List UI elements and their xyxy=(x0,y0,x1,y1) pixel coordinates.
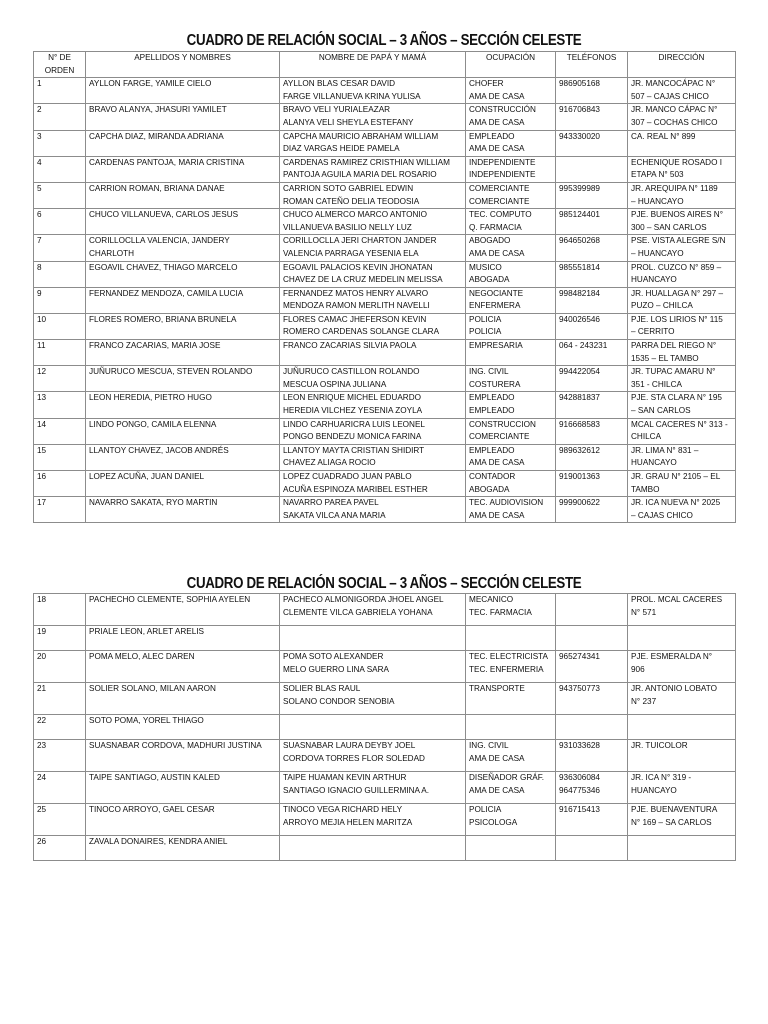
phone-cell: 943330020 xyxy=(556,130,628,156)
student-name-cell: AYLLON FARGE, YAMILE CIELO xyxy=(86,78,280,104)
phone-cell: 965274341 xyxy=(556,651,628,683)
table-row xyxy=(34,651,736,683)
occupation-cell: CONSTRUCCION COMERCIANTE xyxy=(466,418,556,444)
occupation-cell: MECANICO TEC. FARMACIA xyxy=(466,594,556,626)
order-cell: 18 xyxy=(34,594,86,626)
student-name-cell: NAVARRO SAKATA, RYO MARTIN xyxy=(86,497,280,523)
header-direccion: DIRECCIÓN xyxy=(628,52,736,78)
phone-cell xyxy=(556,594,628,626)
table-row xyxy=(34,235,736,261)
address-cell: JR. TUPAC AMARU N° 351 - CHILCA xyxy=(628,366,736,392)
occupation-cell: TEC. AUDIOVISION AMA DE CASA xyxy=(466,497,556,523)
address-cell xyxy=(628,626,736,651)
address-cell: JR. MANCO CÁPAC N° 307 – COCHAS CHICO xyxy=(628,104,736,130)
parents-cell xyxy=(280,715,466,740)
phone-cell: 986905168 xyxy=(556,78,628,104)
occupation-cell xyxy=(466,715,556,740)
table-row xyxy=(34,313,736,339)
parents-cell: SOLIER BLAS RAUL SOLANO CONDOR SENOBIA xyxy=(280,683,466,715)
table-row xyxy=(34,444,736,470)
student-name-cell: ZAVALA DONAIRES, KENDRA ANIEL xyxy=(86,836,280,861)
address-cell: JR. ICA NUEVA N° 2025 – CAJAS CHICO xyxy=(628,497,736,523)
occupation-cell: TEC. ELECTRICISTA TEC. ENFERMERIA xyxy=(466,651,556,683)
order-cell: 26 xyxy=(34,836,86,861)
table-row xyxy=(34,804,736,836)
occupation-cell: CONTADOR ABOGADA xyxy=(466,471,556,497)
address-cell xyxy=(628,715,736,740)
phone-cell: 936306084 964775346 xyxy=(556,772,628,804)
address-cell: PJE. ESMERALDA N° 906 xyxy=(628,651,736,683)
occupation-cell xyxy=(466,626,556,651)
occupation-cell: TRANSPORTE xyxy=(466,683,556,715)
table-row xyxy=(34,626,736,651)
order-cell: 8 xyxy=(34,261,86,287)
address-cell: PJE. LOS LIRIOS N° 115 – CERRITO xyxy=(628,313,736,339)
student-name-cell: TAIPE SANTIAGO, AUSTIN KALED xyxy=(86,772,280,804)
phone-cell: 994422054 xyxy=(556,366,628,392)
table-row xyxy=(34,287,736,313)
parents-cell: BRAVO VELI YURIALEAZAR ALANYA VELI SHEYLA ESTEFANY xyxy=(280,104,466,130)
phone-cell: 064 - 243231 xyxy=(556,340,628,366)
occupation-cell: ING. CIVIL AMA DE CASA xyxy=(466,740,556,772)
roster-body-2 xyxy=(34,594,736,861)
phone-cell xyxy=(556,156,628,182)
order-cell: 24 xyxy=(34,772,86,804)
header-telefonos: TELÉFONOS xyxy=(556,52,628,78)
student-name-cell: SUASNABAR CORDOVA, MADHURI JUSTINA xyxy=(86,740,280,772)
header-orden: N° DE ORDEN xyxy=(34,52,86,78)
parents-cell: TINOCO VEGA RICHARD HELY ARROYO MEJIA HELEN MARITZA xyxy=(280,804,466,836)
table-row xyxy=(34,471,736,497)
student-name-cell: LLANTOY CHAVEZ, JACOB ANDRÉS xyxy=(86,444,280,470)
order-cell: 16 xyxy=(34,471,86,497)
phone-cell: 985124401 xyxy=(556,209,628,235)
student-name-cell: CARDENAS PANTOJA, MARIA CRISTINA xyxy=(86,156,280,182)
roster-body-1 xyxy=(34,78,736,523)
parents-cell: FRANCO ZACARIAS SILVIA PAOLA xyxy=(280,340,466,366)
phone-cell: 964650268 xyxy=(556,235,628,261)
address-cell xyxy=(628,836,736,861)
phone-cell: 999900622 xyxy=(556,497,628,523)
table-row xyxy=(34,715,736,740)
parents-cell: SUASNABAR LAURA DEYBY JOEL CORDOVA TORRES FLOR SOLEDAD xyxy=(280,740,466,772)
address-cell: JR. GRAU N° 2105 – EL TAMBO xyxy=(628,471,736,497)
order-cell: 6 xyxy=(34,209,86,235)
student-name-cell: PRIALE LEON, ARLET ARELIS xyxy=(86,626,280,651)
address-cell: CA. REAL N° 899 xyxy=(628,130,736,156)
occupation-cell: EMPLEADO AMA DE CASA xyxy=(466,130,556,156)
phone-cell: 916715413 xyxy=(556,804,628,836)
order-cell: 21 xyxy=(34,683,86,715)
table-row xyxy=(34,104,736,130)
table-row xyxy=(34,182,736,208)
table-row xyxy=(34,392,736,418)
phone-cell: 916706843 xyxy=(556,104,628,130)
order-cell: 20 xyxy=(34,651,86,683)
phone-cell: 942881837 xyxy=(556,392,628,418)
student-name-cell: FRANCO ZACARIAS, MARIA JOSE xyxy=(86,340,280,366)
occupation-cell xyxy=(466,836,556,861)
header-ocupacion: OCUPACIÓN xyxy=(466,52,556,78)
occupation-cell: EMPLEADO EMPLEADO xyxy=(466,392,556,418)
address-cell: JR. LIMA N° 831 – HUANCAYO xyxy=(628,444,736,470)
student-name-cell: CORILLOCLLA VALENCIA, JANDERY CHARLOTH xyxy=(86,235,280,261)
roster-table-2 xyxy=(33,593,736,861)
phone-cell: 931033628 xyxy=(556,740,628,772)
student-name-cell: FLORES ROMERO, BRIANA BRUNELA xyxy=(86,313,280,339)
phone-cell: 919001363 xyxy=(556,471,628,497)
parents-cell: LINDO CARHUARICRA LUIS LEONEL PONGO BENDEZU MONICA FARINA xyxy=(280,418,466,444)
address-cell: PROL. MCAL CACERES N° 571 xyxy=(628,594,736,626)
order-cell: 4 xyxy=(34,156,86,182)
parents-cell: PACHECO ALMONIGORDA JHOEL ANGEL CLEMENTE VILCA GABRIELA YOHANA xyxy=(280,594,466,626)
occupation-cell: ING. CIVIL COSTURERA xyxy=(466,366,556,392)
occupation-cell: CONSTRUCCIÓN AMA DE CASA xyxy=(466,104,556,130)
order-cell: 19 xyxy=(34,626,86,651)
student-name-cell: SOLIER SOLANO, MILAN AARON xyxy=(86,683,280,715)
parents-cell: NAVARRO PAREA PAVEL SAKATA VILCA ANA MARIA xyxy=(280,497,466,523)
parents-cell: LLANTOY MAYTA CRISTIAN SHIDIRT CHAVEZ ALIAGA ROCIO xyxy=(280,444,466,470)
table-row xyxy=(34,340,736,366)
order-cell: 9 xyxy=(34,287,86,313)
parents-cell: CARRION SOTO GABRIEL EDWIN ROMAN CATEÑO DELIA TEODOSIA xyxy=(280,182,466,208)
address-cell: JR. AREQUIPA N° 1189 – HUANCAYO xyxy=(628,182,736,208)
address-cell: PROL. CUZCO N° 859 – HUANCAYO xyxy=(628,261,736,287)
table-row xyxy=(34,156,736,182)
parents-cell: LOPEZ CUADRADO JUAN PABLO ACUÑA ESPINOZA MARIBEL ESTHER xyxy=(280,471,466,497)
table-row xyxy=(34,78,736,104)
phone-cell: 985551814 xyxy=(556,261,628,287)
student-name-cell: CARRION ROMAN, BRIANA DANAE xyxy=(86,182,280,208)
parents-cell: FLORES CAMAC JHEFERSON KEVIN ROMERO CARDENAS SOLANGE CLARA xyxy=(280,313,466,339)
table-row xyxy=(34,836,736,861)
address-cell: ECHENIQUE ROSADO I ETAPA N° 503 xyxy=(628,156,736,182)
student-name-cell: FERNANDEZ MENDOZA, CAMILA LUCIA xyxy=(86,287,280,313)
phone-cell xyxy=(556,626,628,651)
address-cell: JR. ANTONIO LOBATO N° 237 xyxy=(628,683,736,715)
parents-cell xyxy=(280,626,466,651)
occupation-cell: EMPLEADO AMA DE CASA xyxy=(466,444,556,470)
address-cell: PJE. STA CLARA N° 195 – SAN CARLOS xyxy=(628,392,736,418)
parents-cell: TAIPE HUAMAN KEVIN ARTHUR SANTIAGO IGNACIO GUILLERMINA A. xyxy=(280,772,466,804)
student-name-cell: CHUCO VILLANUEVA, CARLOS JESUS xyxy=(86,209,280,235)
parents-cell: CAPCHA MAURICIO ABRAHAM WILLIAM DIAZ VARGAS HEIDE PAMELA xyxy=(280,130,466,156)
order-cell: 5 xyxy=(34,182,86,208)
table-row xyxy=(34,497,736,523)
table-row xyxy=(34,594,736,626)
parents-cell: LEON ENRIQUE MICHEL EDUARDO HEREDIA VILCHEZ YESENIA ZOYLA xyxy=(280,392,466,418)
parents-cell: AYLLON BLAS CESAR DAVID FARGE VILLANUEVA KRINA YULISA xyxy=(280,78,466,104)
student-name-cell: TINOCO ARROYO, GAEL CESAR xyxy=(86,804,280,836)
student-name-cell: EGOAVIL CHAVEZ, THIAGO MARCELO xyxy=(86,261,280,287)
address-cell: JR. HUALLAGA N° 297 – PUZO – CHILCA xyxy=(628,287,736,313)
parents-cell: POMA SOTO ALEXANDER MELO GUERRO LINA SARA xyxy=(280,651,466,683)
occupation-cell: DISEÑADOR GRÁF. AMA DE CASA xyxy=(466,772,556,804)
occupation-cell: TEC. COMPUTO Q. FARMACIA xyxy=(466,209,556,235)
address-cell: JR. MANCOCÁPAC N° 507 – CAJAS CHICO xyxy=(628,78,736,104)
student-name-cell: LINDO PONGO, CAMILA ELENNA xyxy=(86,418,280,444)
table-header-row xyxy=(34,52,736,78)
address-cell: JR. TUICOLOR xyxy=(628,740,736,772)
order-cell: 10 xyxy=(34,313,86,339)
student-name-cell: BRAVO ALANYA, JHASURI YAMILET xyxy=(86,104,280,130)
parents-cell xyxy=(280,836,466,861)
occupation-cell: ABOGADO AMA DE CASA xyxy=(466,235,556,261)
phone-cell: 995399989 xyxy=(556,182,628,208)
order-cell: 22 xyxy=(34,715,86,740)
occupation-cell: INDEPENDIENTE INDEPENDIENTE xyxy=(466,156,556,182)
order-cell: 14 xyxy=(34,418,86,444)
parents-cell: CARDENAS RAMIREZ CRISTHIAN WILLIAM PANTOJA AGUILA MARIA DEL ROSARIO xyxy=(280,156,466,182)
address-cell: PJE. BUENAVENTURA N° 169 – SA CARLOS xyxy=(628,804,736,836)
phone-cell xyxy=(556,715,628,740)
occupation-cell: EMPRESARIA xyxy=(466,340,556,366)
order-cell: 15 xyxy=(34,444,86,470)
order-cell: 3 xyxy=(34,130,86,156)
phone-cell: 998482184 xyxy=(556,287,628,313)
student-name-cell: POMA MELO, ALEC DAREN xyxy=(86,651,280,683)
occupation-cell: CHOFER AMA DE CASA xyxy=(466,78,556,104)
parents-cell: JUÑURUCO CASTILLON ROLANDO MESCUA OSPINA JULIANA xyxy=(280,366,466,392)
phone-cell xyxy=(556,836,628,861)
phone-cell: 916668583 xyxy=(556,418,628,444)
header-nombres: APELLIDOS Y NOMBRES xyxy=(86,52,280,78)
occupation-cell: MUSICO ABOGADA xyxy=(466,261,556,287)
table-row xyxy=(34,418,736,444)
page-title-2: CUADRO DE RELACIÓN SOCIAL – 3 AÑOS – SECCIÓN CELESTE xyxy=(186,575,582,592)
table-row xyxy=(34,772,736,804)
order-cell: 7 xyxy=(34,235,86,261)
occupation-cell: COMERCIANTE COMERCIANTE xyxy=(466,182,556,208)
roster-table-1 xyxy=(33,51,736,523)
address-cell: JR. ICA N° 319 - HUANCAYO xyxy=(628,772,736,804)
table-row xyxy=(34,261,736,287)
table-row xyxy=(34,209,736,235)
order-cell: 1 xyxy=(34,78,86,104)
parents-cell: EGOAVIL PALACIOS KEVIN JHONATAN CHAVEZ DE LA CRUZ MEDELIN MELISSA xyxy=(280,261,466,287)
phone-cell: 989632612 xyxy=(556,444,628,470)
table-row xyxy=(34,740,736,772)
phone-cell: 940026546 xyxy=(556,313,628,339)
header-padres: NOMBRE DE PAPÁ Y MAMÁ xyxy=(280,52,466,78)
parents-cell: FERNANDEZ MATOS HENRY ALVARO MENDOZA RAMON MERLITH NAVELLI xyxy=(280,287,466,313)
address-cell: MCAL CACERES N° 313 - CHILCA xyxy=(628,418,736,444)
order-cell: 11 xyxy=(34,340,86,366)
parents-cell: CHUCO ALMERCO MARCO ANTONIO VILLANUEVA BASILIO NELLY LUZ xyxy=(280,209,466,235)
student-name-cell: SOTO POMA, YOREL THIAGO xyxy=(86,715,280,740)
student-name-cell: JUÑURUCO MESCUA, STEVEN ROLANDO xyxy=(86,366,280,392)
student-name-cell: CAPCHA DIAZ, MIRANDA ADRIANA xyxy=(86,130,280,156)
order-cell: 13 xyxy=(34,392,86,418)
page-title: CUADRO DE RELACIÓN SOCIAL – 3 AÑOS – SECCIÓN CELESTE xyxy=(186,32,582,49)
table-row xyxy=(34,366,736,392)
occupation-cell: POLICIA POLICIA xyxy=(466,313,556,339)
order-cell: 23 xyxy=(34,740,86,772)
student-name-cell: LOPEZ ACUÑA, JUAN DANIEL xyxy=(86,471,280,497)
address-cell: PJE. BUENOS AIRES N° 300 – SAN CARLOS xyxy=(628,209,736,235)
occupation-cell: NEGOCIANTE ENFERMERA xyxy=(466,287,556,313)
table-row xyxy=(34,683,736,715)
occupation-cell: POLICIA PSICOLOGA xyxy=(466,804,556,836)
student-name-cell: PACHECHO CLEMENTE, SOPHIA AYELEN xyxy=(86,594,280,626)
phone-cell: 943750773 xyxy=(556,683,628,715)
address-cell: PSE. VISTA ALEGRE S/N – HUANCAYO xyxy=(628,235,736,261)
order-cell: 25 xyxy=(34,804,86,836)
order-cell: 2 xyxy=(34,104,86,130)
parents-cell: CORILLOCLLA JERI CHARTON JANDER VALENCIA PARRAGA YESENIA ELA xyxy=(280,235,466,261)
address-cell: PARRA DEL RIEGO N° 1535 – EL TAMBO xyxy=(628,340,736,366)
student-name-cell: LEON HEREDIA, PIETRO HUGO xyxy=(86,392,280,418)
order-cell: 12 xyxy=(34,366,86,392)
order-cell: 17 xyxy=(34,497,86,523)
table-row xyxy=(34,130,736,156)
